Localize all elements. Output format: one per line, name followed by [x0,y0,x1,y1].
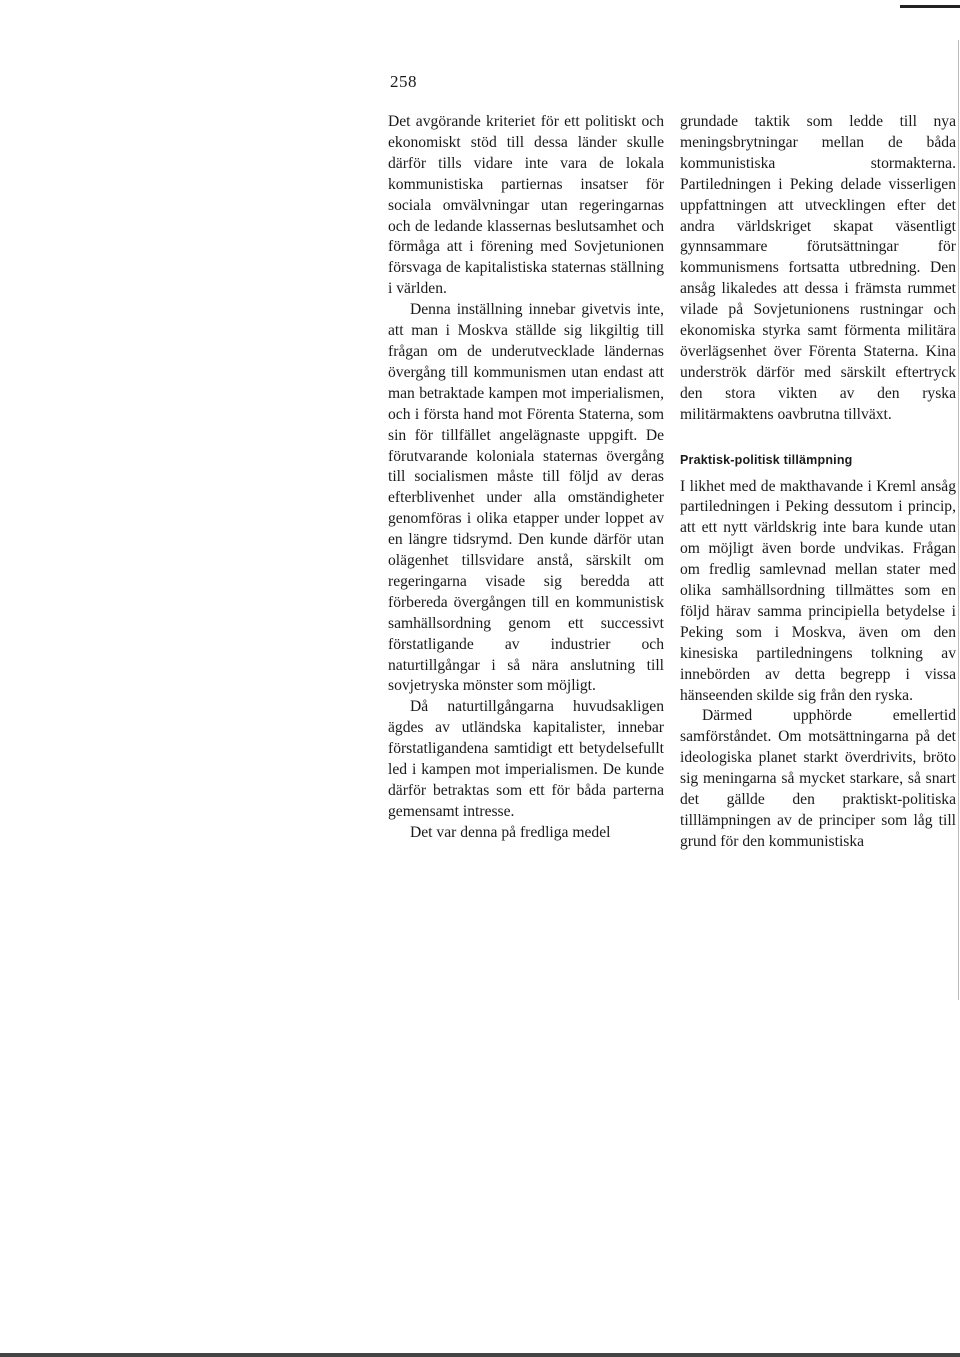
left-text-column [388,112,664,844]
scan-edge-mark [0,1353,960,1357]
paragraph: Denna inställning innebar givetvis inte, att man i Moskva ställde sig likgiltig till frågan om de underutvecklade ländernas övergång till kommunismen utan endast att man betraktade kampen mot imperialismen, och i första hand mot Förenta Staterna, som sin för tillfället angelägnaste uppgift. De förutvarande koloniala staternas övergång till socialismen måste till följd av deras efterblivenhet under alla omständigheter genomföras i olika etapper under loppet av en längre tidsrymd. Den kunde därför utan olägenhet tillsvidare anstå, särskilt om regeringarna visade sig beredda att förbereda övergången till en kommunistisk samhällsordning genom ett successivt förstatligande av industrier och naturtillgångar i så nära anslutning till sovjetryska mönster som möjligt. [388,301,664,695]
section-heading: Praktisk-politisk tillämpning [680,452,853,467]
paragraph: Det var denna på fredliga medel [410,823,611,841]
scan-edge-mark [958,40,959,1000]
paragraph: Därmed upphörde emellertid samförståndet. Om motsättningarna på det ideologiska planet starkt överdrivits, bröto sig meningarna så mycket starkare, så snart det gällde den praktiskt-politiska tilllämpningen av de principer som låg till grund för den kommunistiska [680,707,956,850]
paragraph: Det avgörande kriteriet för ett politiskt och ekonomiskt stöd till dessa länder skulle därför tills vidare inte vara de lokala kommunistiska partiernas insatser för sociala omvälvningar utan regeringarnas och de ledande klassernas beslutsamhet och förmåga att i förening med Sovjetunionen försvaga de kapitalistiska staternas ställning i världen. [388,113,664,298]
right-text-column [680,112,956,853]
page-number: 258 [390,72,417,91]
paragraph: I likhet med de makthavande i Kreml ansåg partiledningen i Peking dessutom i princip, att ett nytt världskrig inte bara kunde utan om möjligt även borde undvikas. Frågan om fredlig samlevnad mellan stater med olika samhällsordning tillmättes som en följd härav samma principiella betydelse i Peking som i Moskva, även om den kinesiska partiledningens tolkning av innebörden av detta begrepp i vissa hänseenden skilde sig från den ryska. [680,477,956,704]
paragraph: Då naturtillgångarna huvudsakligen ägdes av utländska kapitalister, innebar förstatligandena samtidigt ett betydelsefullt led i kampen mot imperialismen. De kunde därför betraktas som ett för båda parterna gemensamt intresse. [388,698,664,820]
scan-edge-mark [900,5,960,8]
paragraph: grundade taktik som ledde till nya meningsbrytningar mellan de båda kommunistiska stormakterna. Partiledningen i Peking delade visserligen uppfattningen att utvecklingen efter det andra världskriget skapat väsentligt gynnsammare förutsättningar för kommunismens fortsatta utbredning. Den ansåg likaledes att dessa i främsta rummet vilade på Sovjetunionens rustningar och ekonomiska styrka samt förmenta militära överlägsenhet över Förenta Staterna. Kina underströk därför med särskilt eftertryck den stora vikten av den ryska militärmaktens oavbrutna tillväxt. [680,113,956,423]
